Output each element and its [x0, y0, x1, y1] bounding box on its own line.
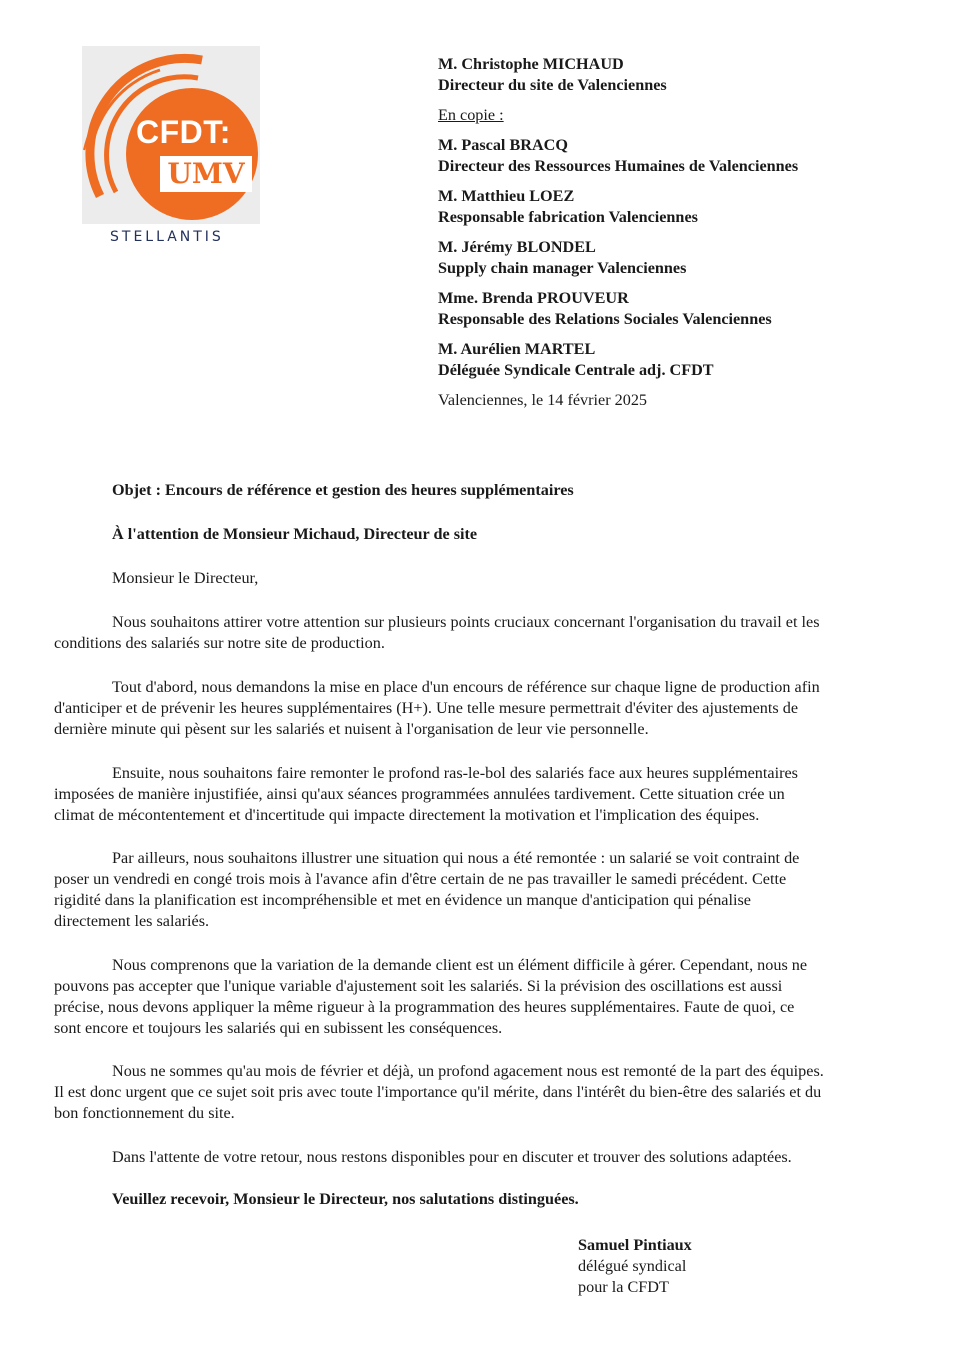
paragraph-line: dernière minute qui pèsent sur les salariés et nuisent à l'organisation de leur vie personnelle.	[54, 720, 649, 738]
body-paragraph	[54, 955, 918, 1039]
letter-date: Valenciennes, le 14 février 2025	[438, 391, 648, 409]
recipient-name: M. Aurélien MARTEL	[438, 340, 596, 358]
paragraph-line: Ensuite, nous souhaitons faire remonter le profond ras-le-bol des salariés face aux heures supplémentaires	[112, 764, 798, 782]
letter-greeting: Monsieur le Directeur,	[112, 569, 259, 587]
recipient-title: Responsable fabrication Valenciennes	[438, 208, 698, 226]
recipient-name: M. Matthieu LOEZ	[438, 187, 575, 205]
body-paragraph	[54, 677, 918, 740]
body-paragraph	[54, 1147, 918, 1168]
recipient-title: Responsable des Relations Sociales Valenciennes	[438, 310, 772, 328]
copy-recipient	[438, 339, 938, 381]
paragraph-line: directement les salariés.	[54, 912, 210, 930]
paragraph-line: Nous comprenons que la variation de la demande client est un élément difficile à gérer. Cependant, nous ne	[112, 956, 808, 974]
paragraph-line: Dans l'attente de votre retour, nous restons disponibles pour en discuter et trouver des solutions adaptées.	[112, 1148, 792, 1166]
paragraph-line: poser un vendredi en congé trois mois à l'avance afin d'être certain de ne pas travailler le samedi précédent. Cette	[54, 870, 787, 888]
signature-name: Samuel Pintiaux	[578, 1236, 692, 1254]
letter-subject: Objet : Encours de référence et gestion des heures supplémentaires	[112, 481, 574, 499]
paragraph-line: bon fonctionnement du site.	[54, 1104, 235, 1122]
paragraph-line: Par ailleurs, nous souhaitons illustrer une situation qui nous a été remontée : un salarié se voit contraint de	[112, 849, 800, 867]
signature-org: pour la CFDT	[578, 1278, 669, 1296]
paragraph-line: pouvons pas accepter que l'unique variable d'ajustement soit les salariés. Si la prévision des oscillations est aussi	[54, 977, 783, 995]
body-paragraph	[54, 848, 918, 932]
stellantis-wordmark: STELLANTIS	[110, 229, 224, 245]
paragraph-line: rigidité dans la planification est incompréhensible et met en évidence un manque d'anticipation qui pénalise	[54, 891, 751, 909]
recipients-block	[438, 54, 938, 411]
body-paragraph	[54, 1061, 918, 1124]
logo-orange-disc	[126, 88, 258, 220]
signature-role: délégué syndical	[578, 1257, 687, 1275]
recipient-name: M. Pascal BRACQ	[438, 136, 568, 154]
logo-cfdt-text: CFDT:	[136, 114, 231, 150]
body-paragraph	[54, 612, 918, 654]
recipient-title: Supply chain manager Valenciennes	[438, 259, 687, 277]
recipient-name: Mme. Brenda PROUVEUR	[438, 289, 629, 307]
paragraph-line: sont encore et toujours les salariés qui en subissent les conséquences.	[54, 1019, 503, 1037]
logo-umv-text: UMV	[167, 157, 245, 190]
copy-recipient	[438, 237, 938, 279]
recipient-title: Déléguée Syndicale Centrale adj. CFDT	[438, 361, 714, 379]
copy-recipient	[438, 186, 938, 228]
recipient-name: M. Christophe MICHAUD	[438, 55, 624, 73]
body-paragraph	[54, 763, 918, 826]
paragraph-line: imposées de manière injustifiée, ainsi qu'aux séances programmées annulées tardivement. Cette situation crée un	[54, 785, 785, 803]
signature-block	[578, 1235, 692, 1298]
paragraph-line: Nous ne sommes qu'au mois de février et déjà, un profond agacement nous est remonté de la part des équipes.	[112, 1062, 824, 1080]
paragraph-line: Tout d'abord, nous demandons la mise en place d'un encours de référence sur chaque ligne de production afin	[112, 678, 820, 696]
recipient-title: Directeur du site de Valenciennes	[438, 76, 667, 94]
cfdt-umv-logo	[82, 46, 268, 256]
recipient-name: M. Jérémy BLONDEL	[438, 238, 596, 256]
copy-label: En copie :	[438, 106, 504, 124]
recipient-title: Directeur des Ressources Humaines de Valenciennes	[438, 157, 799, 175]
paragraph-line: climat de mécontentement et d'incertitude qui impacte directement la motivation et l'implication des équipes.	[54, 806, 760, 824]
copy-recipient	[438, 288, 938, 330]
paragraph-line: Nous souhaitons attirer votre attention sur plusieurs points cruciaux concernant l'organisation du travail et les	[112, 613, 820, 631]
paragraph-line: Il est donc urgent que ce sujet soit pris avec toute l'importance qu'il mérite, dans l'intérêt du bien-être des salariés et du	[54, 1083, 822, 1101]
paragraph-line: conditions des salariés sur notre site de production.	[54, 634, 385, 652]
paragraph-line: d'anticiper et de prévenir les heures supplémentaires (H+). Une telle mesure permettrait d'éviter des ajustements de	[54, 699, 799, 717]
copy-recipient	[438, 135, 938, 177]
paragraph-line: précise, nous devons appliquer la même rigueur à la programmation des heures supplémentaires. Faute de quoi, ce	[54, 998, 795, 1016]
letter-closing: Veuillez recevoir, Monsieur le Directeur, nos salutations distinguées.	[112, 1190, 579, 1208]
letter-attention: À l'attention de Monsieur Michaud, Directeur de site	[112, 525, 478, 543]
main-recipient	[438, 54, 938, 96]
